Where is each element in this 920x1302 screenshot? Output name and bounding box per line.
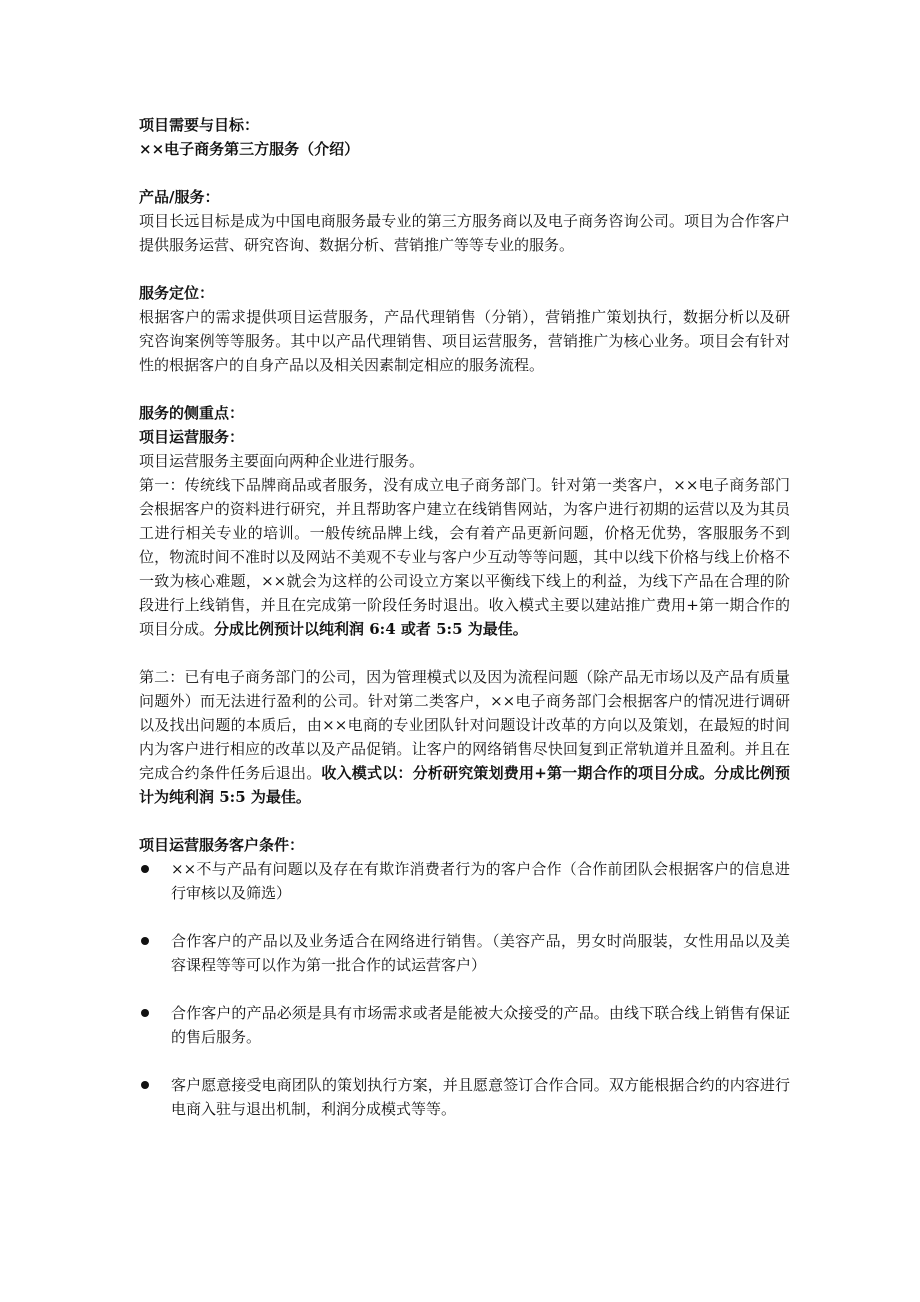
- list-item: ××不与产品有问题以及存在有欺诈消费者行为的客户合作（合作前团队会根据客户的信息进行审核以及筛选）: [139, 857, 790, 905]
- page-title: ××电子商务第三方服务（介绍）: [139, 140, 360, 158]
- positioning-heading: 服务定位：: [139, 284, 215, 302]
- focus-heading: 服务的侧重点：: [139, 404, 245, 422]
- bullet-icon: [141, 937, 149, 945]
- first-bold-text: 分成比例预计以纯利润 6:4 或者 5:5 为最佳。: [214, 620, 528, 638]
- positioning-text: 根据客户的需求提供项目运营服务，产品代理销售（分销），营销推广策划执行，数据分析以及研究咨询案例等等服务。其中以产品代理销售、项目运营服务，营销推广为核心业务。项目会有针对性的根据客户的自身产品以及相关因素制定相应的服务流程。: [139, 308, 790, 374]
- focus-second-paragraph: [139, 665, 790, 809]
- list-item: 合作客户的产品必须是具有市场需求或者是能被大众接受的产品。由线下联合线上销售有保证的售后服务。: [139, 1001, 790, 1049]
- second-bold-text: 收入模式以：分析研究策划费用+第一期合作的项目分成。分成比例预计为纯利润 5:5 为最佳。: [139, 764, 790, 806]
- list-item: 客户愿意接受电商团队的策划执行方案，并且愿意签订合作合同。双方能根据合约的内容进行电商入驻与退出机制，利润分成模式等等。: [139, 1073, 790, 1121]
- focus-intro: 项目运营服务主要面向两种企业进行服务。: [139, 452, 425, 470]
- first-text: 第一：传统线下品牌商品或者服务，没有成立电子商务部门。针对第一类客户，××电子商务部门会根据客户的资料进行研究，并且帮助客户建立在线销售网站，为客户进行初期的运营以及为其员工进行相关专业的培训。一般传统品牌上线，会有着产品更新问题，价格无优势，客服服务不到位，物流时间不准时以及网站不美观不专业与客户少互动等等问题，其中以线下价格与线上价格不一致为核心难题，××就会为这样的公司设立方案以平衡线下线上的利益，为线下产品在合理的阶段进行上线销售，并且在完成第一阶段任务时退出。收入模式主要以建站推广费用+第一期合作的项目分成。: [139, 476, 790, 638]
- bullet-icon: [141, 865, 149, 873]
- bullet-icon: [141, 1009, 149, 1017]
- focus-subheading: 项目运营服务：: [139, 428, 245, 446]
- focus-first-paragraph: [139, 473, 790, 641]
- second-text: 第二：已有电子商务部门的公司，因为管理模式以及因为流程问题（除产品无市场以及产品有质量问题外）而无法进行盈利的公司。针对第二类客户，××电子商务部门会根据客户的情况进行调研以及找出问题的本质后，由××电商的专业团队针对问题设计改革的方向以及策划，在最短的时间内为客户进行相应的改革以及产品促销。让客户的网络销售尽快回复到正常轨道并且盈利。并且在完成合约条件任务后退出。: [139, 668, 790, 782]
- page-heading: 项目需要与目标：: [139, 116, 260, 134]
- list-item: 合作客户的产品以及业务适合在网络进行销售。（美容产品，男女时尚服装，女性用品以及美容课程等等可以作为第一批合作的试运营客户）: [139, 929, 790, 977]
- conditions-list: [139, 857, 790, 1121]
- product-text: 项目长远目标是成为中国电商服务最专业的第三方服务商以及电子商务咨询公司。项目为合作客户提供服务运营、研究咨询、数据分析、营销推广等等专业的服务。: [139, 212, 790, 254]
- bullet-icon: [141, 1081, 149, 1089]
- conditions-heading: 项目运营服务客户条件：: [139, 836, 305, 854]
- product-heading: 产品/服务：: [139, 188, 220, 206]
